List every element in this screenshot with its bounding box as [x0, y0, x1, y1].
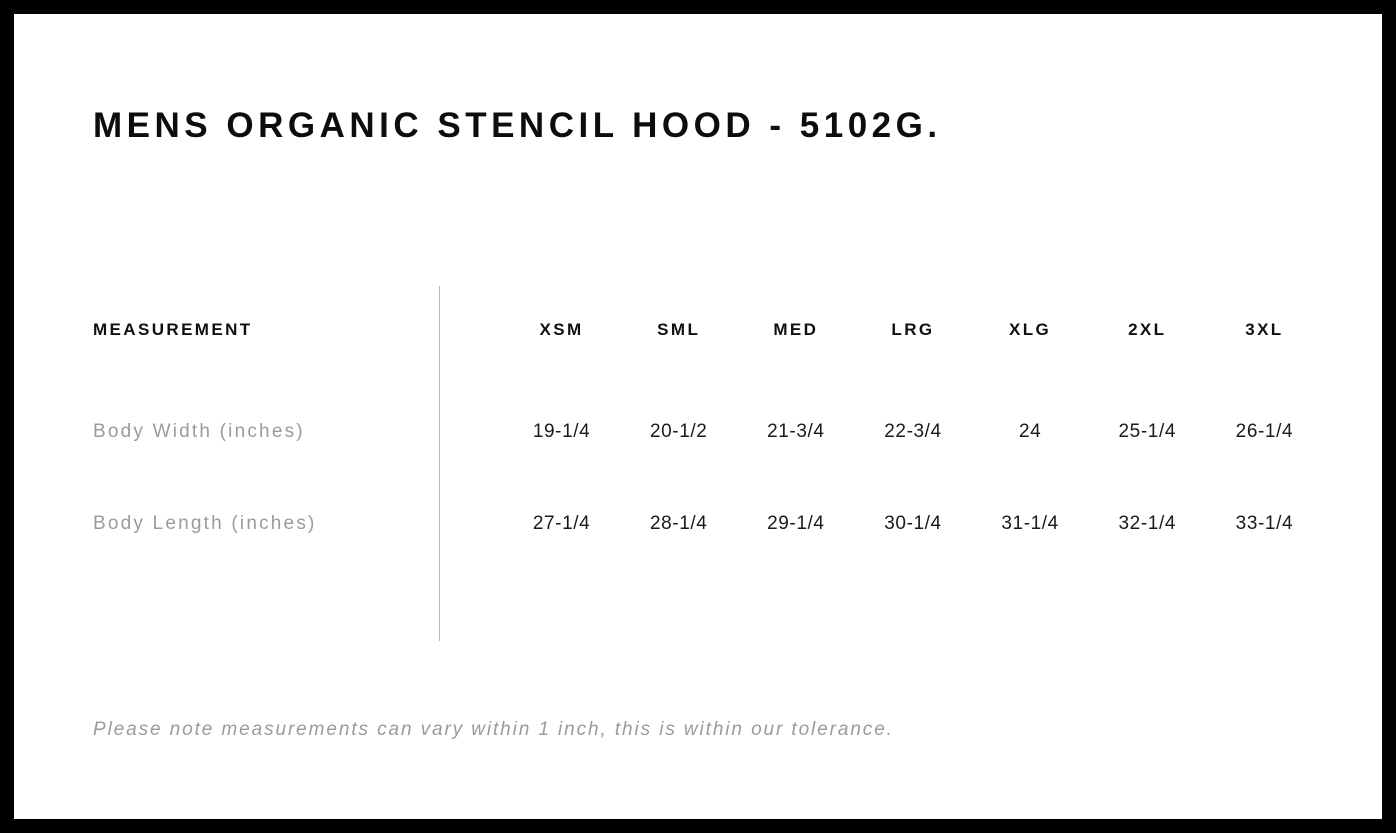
row-label-body-length: Body Length (inches)	[93, 513, 317, 534]
size-chart-card	[14, 14, 1382, 819]
column-header-med: MED	[773, 320, 819, 339]
page-title: MENS ORGANIC STENCIL HOOD - 5102G.	[93, 106, 942, 145]
column-header-2xl: 2XL	[1128, 320, 1167, 339]
header-spacer	[480, 274, 503, 386]
column-header-xsm: XSM	[539, 320, 584, 339]
tolerance-note: Please note measurements can vary within 1 inch, this is within our tolerance.	[93, 719, 894, 740]
column-header-measurement: MEASUREMENT	[93, 320, 253, 339]
row-label-body-width: Body Width (inches)	[93, 421, 305, 442]
cell-body-width-med: 21-3/4	[767, 421, 825, 442]
cell-body-length-lrg: 30-1/4	[884, 513, 942, 534]
cell-body-length-3xl: 33-1/4	[1235, 513, 1294, 534]
cell-body-width-xsm: 19-1/4	[532, 421, 591, 442]
cell-body-width-3xl: 26-1/4	[1235, 421, 1294, 442]
size-table-container	[93, 274, 1323, 570]
cell-body-width-lrg: 22-3/4	[884, 421, 942, 442]
column-header-xlg: XLG	[1009, 320, 1052, 339]
row-spacer	[480, 386, 503, 478]
size-table	[93, 274, 1323, 570]
cell-body-width-2xl: 25-1/4	[1118, 421, 1176, 442]
cell-body-length-med: 29-1/4	[767, 513, 825, 534]
cell-body-length-sml: 28-1/4	[649, 513, 708, 534]
table-row	[93, 386, 1323, 478]
column-header-lrg: LRG	[891, 320, 935, 339]
cell-body-length-xlg: 31-1/4	[1001, 513, 1059, 534]
cell-body-length-xsm: 27-1/4	[532, 513, 591, 534]
cell-body-width-xlg: 24	[1018, 421, 1042, 442]
table-header-row	[93, 274, 1323, 386]
row-spacer	[480, 478, 503, 570]
column-header-3xl: 3XL	[1245, 320, 1284, 339]
cell-body-length-2xl: 32-1/4	[1118, 513, 1176, 534]
cell-body-width-sml: 20-1/2	[649, 421, 708, 442]
table-row	[93, 478, 1323, 570]
column-header-sml: SML	[657, 320, 701, 339]
